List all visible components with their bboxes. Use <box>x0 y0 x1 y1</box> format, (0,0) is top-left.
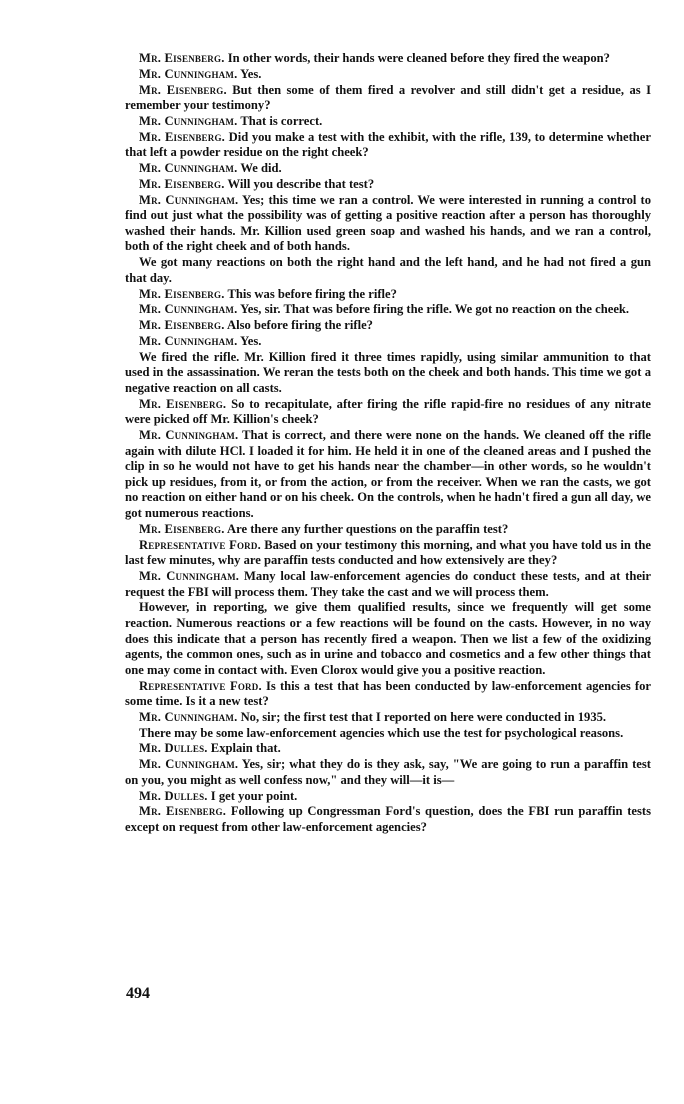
paragraph-text: Explain that. <box>207 741 281 756</box>
speaker-name: Mr. Eisenberg. <box>139 286 225 301</box>
paragraph-text: Yes. <box>237 66 262 81</box>
paragraph-text: However, in reporting, we give them qualified results, since we frequently will get some reaction. Numerous reactions or a few reactions will be found on the casts. However, in no way does this indicate that a person has recently fired a weapon. Then we list a few of the oxidizing agents, the common ones, such as in urine and tobacco and cosmetics and a few other things that one may come in contact with. Even Clorox would give you a positive reaction. <box>125 600 651 677</box>
paragraph-text: Also before firing the rifle? <box>224 318 373 333</box>
speaker-name: Mr. Cunningham. <box>139 66 238 81</box>
speaker-name: Mr. Eisenberg. <box>139 82 227 97</box>
speaker-name: Mr. Dulles. <box>139 741 208 756</box>
transcript-paragraph <box>125 287 651 303</box>
speaker-name: Mr. Cunningham. <box>139 113 238 128</box>
paragraph-text: There may be some law-enforcement agencies which use the test for psychological reasons. <box>139 725 624 740</box>
paragraph-text: That is correct, and there were none on the hands. We cleaned off the rifle again with dilute HCl. I loaded it for him. He held it in one of the cleaned areas and I pushed the clip in so he would not have to get his hands near the chamber—in other words, so he wouldn't pick up residues, from it, or from the action, or from the receiver. When we ran the casts, we got no reaction on either hand or on his cheek. On the controls, when he hadn't fired a gun all day, we got numerous reactions. <box>125 428 651 521</box>
speaker-name: Mr. Cunningham. <box>139 161 238 176</box>
paragraph-text: Will you describe that test? <box>224 176 375 191</box>
transcript-paragraph <box>125 334 651 350</box>
speaker-name: Mr. Eisenberg. <box>139 396 227 411</box>
speaker-name: Mr. Cunningham. <box>139 192 239 207</box>
paragraph-text: Many local law-enforcement agencies do conduct these tests, and at their request the FBI will process them. They take the cast and we will process them. <box>125 568 652 599</box>
paragraph-text: Based on your testimony this morning, and what you have told us in the last few minutes, why are paraffin tests conducted and how extensively are they? <box>125 537 651 568</box>
paragraph-text: We got many reactions on both the right hand and the left hand, and he had not fired a gun that day. <box>125 255 651 285</box>
speaker-name: Mr. Eisenberg. <box>139 318 225 333</box>
transcript-paragraph <box>125 67 651 83</box>
transcript-paragraph <box>125 302 651 318</box>
paragraph-text: Yes, sir; what they do is they ask, say, "We are going to run a paraffin test on you, you might as well confess now," and they will—it is— <box>125 757 651 787</box>
transcript-paragraph <box>125 538 651 569</box>
speaker-name: Representative Ford. <box>139 537 261 552</box>
transcript-paragraph <box>125 350 651 397</box>
paragraph-text: Did you make a test with the exhibit, with the rifle, 139, to determine whether that left a powder residue on the right cheek? <box>125 129 651 160</box>
transcript-paragraph <box>125 428 651 522</box>
speaker-name: Mr. Cunningham. <box>139 302 238 317</box>
speaker-name: Mr. Eisenberg. <box>139 521 225 536</box>
transcript-paragraph <box>125 569 651 600</box>
speaker-name: Mr. Cunningham. <box>139 757 239 772</box>
paragraph-text: We fired the rifle. Mr. Killion fired it three times rapidly, using similar ammunition to that used in the assassination. We reran the tests both on the cheek and both hands. This time we got a negative reaction on all casts. <box>125 349 651 395</box>
transcript-paragraph <box>125 114 651 130</box>
speaker-name: Mr. Eisenberg. <box>139 51 225 65</box>
speaker-name: Mr. Eisenberg. <box>139 176 225 191</box>
paragraph-text: I get your point. <box>207 788 298 803</box>
paragraph-text: In other words, their hands were cleaned before they fired the weapon? <box>224 51 610 65</box>
speaker-name: Mr. Cunningham. <box>139 709 238 724</box>
transcript-paragraph <box>125 600 651 678</box>
transcript-paragraph <box>125 130 651 161</box>
transcript-paragraph <box>125 193 651 255</box>
transcript-paragraph <box>125 522 651 538</box>
paragraph-text: But then some of them fired a revolver and still didn't get a residue, as I remember your testimony? <box>125 82 651 113</box>
paragraph-text: Yes; this time we ran a control. We were interested in running a control to find out just what the possibility was of getting a positive reaction after a person has thoroughly washed their hands. Mr. Killion used green soap and washed his hands, and we ran a control, both of the right cheek and of both hands. <box>125 192 652 254</box>
speaker-name: Mr. Cunningham. <box>139 568 240 583</box>
speaker-name: Representative Ford. <box>139 678 262 693</box>
paragraph-text: No, sir; the first test that I reported on here were conducted in 1935. <box>237 709 607 724</box>
paragraph-text: Following up Congressman Ford's question, does the FBI run paraffin tests except on request from other law-enforcement agencies? <box>125 804 651 834</box>
speaker-name: Mr. Eisenberg. <box>139 129 226 144</box>
transcript-paragraph <box>125 318 651 334</box>
paragraph-text: Yes, sir. That was before firing the rifle. We got no reaction on the cheek. <box>237 302 630 317</box>
transcript-paragraph <box>125 51 651 67</box>
transcript-paragraph <box>125 789 651 805</box>
speaker-name: Mr. Eisenberg. <box>139 804 227 819</box>
paragraph-text: We did. <box>237 161 282 176</box>
transcript-paragraph <box>125 710 651 726</box>
paragraph-text: Is this a test that has been conducted by law-enforcement agencies for some time. Is it a new test? <box>125 678 651 709</box>
speaker-name: Mr. Cunningham. <box>139 428 239 443</box>
paragraph-text: So to recapitulate, after firing the rifle rapid-fire no residues of any nitrate were picked off Mr. Killion's cheek? <box>125 396 651 427</box>
paragraph-text: This was before firing the rifle? <box>224 286 397 301</box>
speaker-name: Mr. Dulles. <box>139 788 208 803</box>
transcript-paragraph <box>125 726 651 742</box>
transcript-paragraph <box>125 757 651 788</box>
transcript-paragraph <box>125 177 651 193</box>
transcript-paragraph <box>125 255 651 286</box>
transcript-paragraph <box>125 397 651 428</box>
transcript-page <box>125 51 651 836</box>
paragraph-text: That is correct. <box>237 113 323 128</box>
transcript-paragraph <box>125 83 651 114</box>
transcript-paragraph <box>125 679 651 710</box>
paragraph-text: Are there any further questions on the paraffin test? <box>224 521 509 536</box>
transcript-paragraph <box>125 161 651 177</box>
transcript-paragraph <box>125 741 651 757</box>
speaker-name: Mr. Cunningham. <box>139 333 238 348</box>
paragraph-text: Yes. <box>237 333 262 348</box>
transcript-paragraph <box>125 804 651 835</box>
page-number: 494 <box>126 985 150 1002</box>
